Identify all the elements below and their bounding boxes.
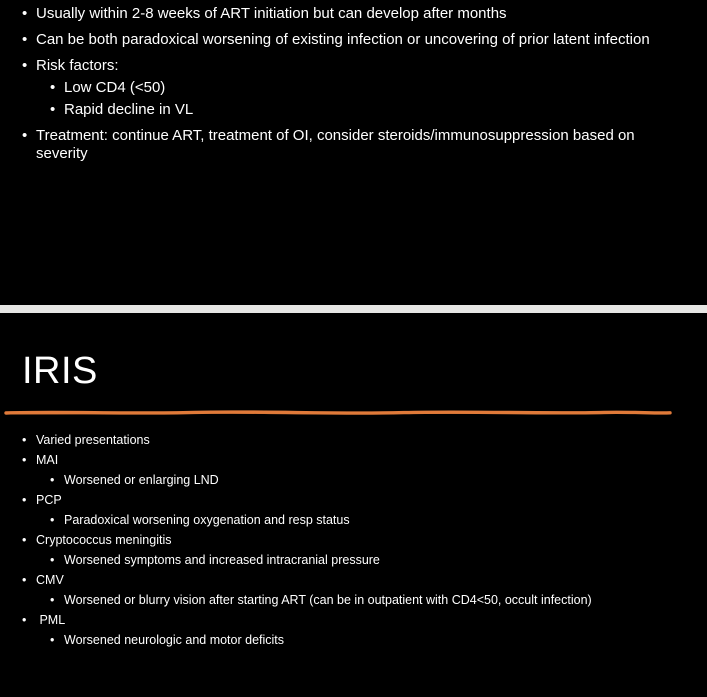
bullet-item bbox=[22, 5, 652, 23]
bullet-dot-icon: • bbox=[50, 79, 56, 96]
slide-title: IRIS bbox=[22, 350, 98, 392]
sub-bullet-item bbox=[36, 552, 692, 568]
sub-bullet-item bbox=[36, 592, 692, 608]
sub-bullet-item bbox=[36, 101, 652, 119]
sub-bullet-text: Paradoxical worsening oxygenation and resp status bbox=[64, 513, 350, 527]
bullet-dot-icon: • bbox=[22, 57, 28, 74]
bullet-item bbox=[22, 532, 692, 568]
bullet-text: CMV bbox=[36, 573, 64, 587]
bullet-dot-icon: • bbox=[50, 593, 55, 607]
bullet-dot-icon: • bbox=[50, 513, 55, 527]
sub-bullet-item bbox=[36, 79, 652, 97]
iris-bullet-list bbox=[22, 432, 692, 652]
sub-bullet-list bbox=[36, 552, 692, 568]
bullet-item bbox=[22, 31, 652, 49]
bullet-dot-icon: • bbox=[22, 573, 27, 587]
sub-bullet-text: Worsened neurologic and motor deficits bbox=[64, 633, 285, 647]
bullet-dot-icon: • bbox=[22, 5, 28, 22]
sub-bullet-list bbox=[36, 472, 692, 488]
bullet-dot-icon: • bbox=[50, 473, 55, 487]
bullet-text: PML bbox=[36, 613, 66, 627]
sub-bullet-list bbox=[36, 632, 692, 648]
bullet-text: Varied presentations bbox=[36, 433, 150, 447]
title-accent-underline bbox=[4, 408, 672, 418]
sub-bullet-text: Worsened or enlarging LND bbox=[64, 473, 219, 487]
bullet-item bbox=[22, 572, 692, 608]
sub-bullet-list bbox=[36, 512, 692, 528]
bullet-item bbox=[22, 452, 692, 488]
bullet-item bbox=[22, 57, 652, 119]
sub-bullet-list bbox=[36, 592, 692, 608]
bullet-item bbox=[22, 432, 692, 448]
bullet-dot-icon: • bbox=[22, 533, 27, 547]
sub-bullet-item bbox=[36, 632, 692, 648]
bullet-dot-icon: • bbox=[22, 493, 27, 507]
sub-bullet-text: Worsened or blurry vision after starting ART (can be in outpatient with CD4<50, occult infection) bbox=[64, 593, 592, 607]
bullet-item bbox=[22, 127, 652, 163]
sub-bullet-list bbox=[36, 79, 652, 119]
bullet-item bbox=[22, 492, 692, 528]
bullet-text: MAI bbox=[36, 453, 59, 467]
bullet-text: Cryptococcus meningitis bbox=[36, 533, 172, 547]
slide-iris bbox=[0, 313, 707, 697]
sub-bullet-item bbox=[36, 512, 692, 528]
bullet-text: Usually within 2-8 weeks of ART initiation but can develop after months bbox=[36, 5, 507, 22]
bullet-dot-icon: • bbox=[50, 553, 55, 567]
bullet-dot-icon: • bbox=[50, 101, 56, 118]
sub-bullet-item bbox=[36, 472, 692, 488]
bullet-dot-icon: • bbox=[22, 453, 27, 467]
sub-bullet-text: Worsened symptoms and increased intracranial pressure bbox=[64, 553, 380, 567]
top-bullet-list bbox=[22, 5, 652, 171]
bullet-text: PCP bbox=[36, 493, 62, 507]
bullet-dot-icon: • bbox=[50, 633, 55, 647]
bullet-dot-icon: • bbox=[22, 127, 28, 144]
bullet-dot-icon: • bbox=[22, 613, 27, 627]
slide-top bbox=[0, 0, 707, 305]
bullet-dot-icon: • bbox=[22, 433, 27, 447]
sub-bullet-text: Low CD4 (<50) bbox=[64, 79, 166, 96]
bullet-text: Can be both paradoxical worsening of existing infection or uncovering of prior latent infection bbox=[36, 31, 650, 48]
bullet-item bbox=[22, 612, 692, 648]
sub-bullet-text: Rapid decline in VL bbox=[64, 101, 194, 118]
slide-divider bbox=[0, 305, 707, 313]
bullet-dot-icon: • bbox=[22, 31, 28, 48]
bullet-text: Treatment: continue ART, treatment of OI, consider steroids/immunosuppression based on severity bbox=[36, 127, 635, 162]
bullet-text: Risk factors: bbox=[36, 57, 119, 74]
